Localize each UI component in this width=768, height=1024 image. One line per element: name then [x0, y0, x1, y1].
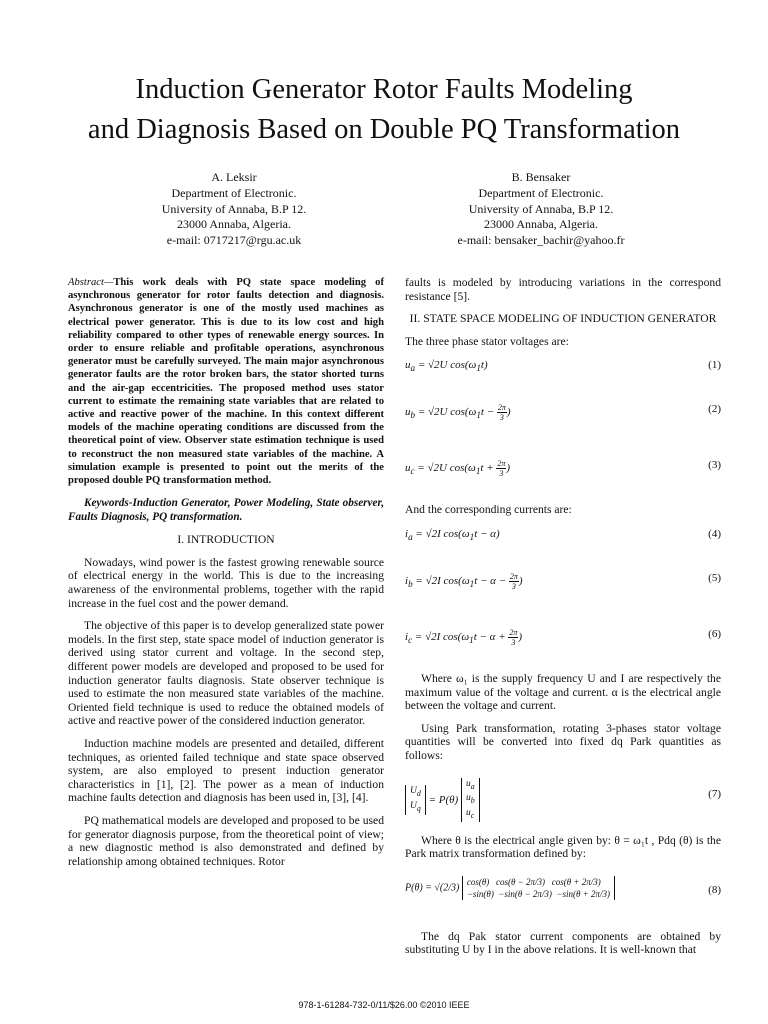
keywords: Keywords-Induction Generator, Power Modeling, State observer, Faults Diagnosis, PQ transformation.: [68, 497, 384, 524]
abstract: [68, 276, 384, 487]
equation-number: (2): [708, 403, 721, 416]
author-univ: University of Annaba, B.P 12.: [161, 201, 307, 216]
equation-number: (4): [708, 527, 721, 540]
paragraph: Where θ is the electrical angle given by: θ = ω₁t , Pdq (θ) is the Park matrix transformation defined by:: [405, 833, 721, 861]
equation-6: [405, 616, 721, 658]
abstract-text: This work deals with PQ state space modeling of asynchronous generator for rotor faults detection and diagnosis. Asynchronous generator is one of the mostly used machines as electrical power generator. This is due to its low cost and high reliability compared to other types of renewable energy sources. In order to ensure reliable and profitable operations, asynchronous generator must be carefully surveyed. The main major asynchronous generator faults are the rotor broken bars, the stator shorted turns and the air-gap eccentricities. The proposed method uses stator current to estimate the remaining state variables that are related to active and reactive power of the machine. In this context different models of the machine operating conditions are discussed from the theoretical point of view. Observer state estimation technique is used to reconstruct the non measured state variables of the machine. A simulation example is presented to point out the merits of the proposed double PQ transformation method.: [68, 277, 384, 487]
equation-5: [405, 560, 721, 602]
title-line-1: Induction Generator Rotor Faults Modeling: [135, 74, 633, 105]
equation-number: (5): [708, 571, 721, 584]
equation-2: [405, 391, 721, 433]
paragraph: The dq Pak stator current components are obtained by substituting U by I in the above relations. It is well-known that: [405, 929, 721, 957]
equation-3: [405, 447, 721, 489]
equation-1: [405, 357, 721, 377]
paper-title: [0, 70, 768, 150]
equation-number: (3): [708, 459, 721, 472]
paragraph: Induction machine models are presented and detailed, different techniques, as oriented failed technique and state space observed system, are also employed to present induction generator characteristics in [1], [2]. The power as a mean of induction machine faults detection and diagnosis has been used in, [3], [4].: [68, 736, 384, 805]
author-dept: Department of Electronic.: [171, 185, 297, 200]
paragraph: Using Park transformation, rotating 3-phases stator voltage quantities will be converted into fixed dq Park quantities as follows:: [405, 721, 721, 762]
equation-number: (8): [708, 883, 721, 896]
paragraph: Nowadays, wind power is the fastest growing renewable source of electrical energy in the world. This is due to the increasing awareness of the environmental problems, together with the rapid increase in the fuel cost and the power demand.: [68, 555, 384, 610]
author-univ: University of Annaba, B.P 12.: [468, 201, 614, 216]
equation-number: (6): [708, 627, 721, 640]
section-heading-state-space: II. STATE SPACE MODELING OF INDUCTION GENERATOR: [409, 312, 717, 326]
abstract-label: Abstract—: [68, 277, 114, 288]
right-column: [405, 276, 721, 966]
equation-7: [405, 772, 721, 820]
left-column: [68, 276, 384, 877]
equation-expression: $i_b = √2I$ $\cos(\omega_1t - \alpha$ − $\frac{2\pi}{3}$ ): [405, 571, 523, 591]
equation-expression: $U_d$ $U_q = P(\theta)$ $u_a$ $u_b$ $u_c$: [405, 778, 480, 823]
equation-expression: P(θ) = √(2/3) cos(θ) cos(θ − 2π/3) cos(θ + 2π/3) −sin(θ) −sin(θ − 2π/3) −sin(θ + 2π/3): [405, 876, 615, 900]
paragraph: PQ mathematical models are developed and proposed to be used for generator diagnosis purpose, from the theoretical point of view; a new diagnostic method is also demonstrated and defined by relationship among obtained techniques. Rotor: [68, 813, 384, 868]
title-line-2: and Diagnosis Based on Double PQ Transformation: [87, 114, 681, 145]
author-city: 23000 Annaba, Algeria.: [484, 217, 598, 232]
equation-number: (7): [708, 787, 721, 800]
equation-expression: $u_c = √2U$ $\cos(\omega_1t$ + $\frac{2\pi}{3}$ ): [405, 459, 511, 479]
paragraph: faults is modeled by introducing variations in the correspond resistance [5].: [405, 276, 721, 303]
paragraph: The objective of this paper is to develop generalized state power models. In the first step, state space model of induction generator is derived using stator current and voltage. In the second step, different power models are developed and proposed to be used for induction generator faults diagnosis. State observer technique is used to estimate the non measured state variables of the machine. Oriented field technique is used to reduce the obtained models of active and reactive power of the considered induction generator.: [68, 619, 384, 728]
equation-number: (1): [708, 359, 721, 372]
section-heading-introduction: I. INTRODUCTION: [177, 533, 275, 547]
equation-expression: $i_c = √2I$ $\cos(\omega_1t - \alpha$ + $\frac{2\pi}{3}$ ): [405, 627, 523, 647]
paragraph: Where ω₁ is the supply frequency U and I are respectively the maximum value of the voltage and current. α is the electrical angle between the voltage and current.: [405, 671, 721, 713]
author-email: e-mail: bensaker_bachir@yahoo.fr: [457, 233, 625, 248]
author-dept: Department of Electronic.: [478, 185, 604, 200]
author-city: 23000 Annaba, Algeria.: [177, 217, 291, 232]
author-block-2: [391, 170, 691, 249]
paragraph: And the corresponding currents are:: [405, 503, 572, 517]
equation-8: [405, 870, 721, 916]
author-email: e-mail: 0717217@rgu.ac.uk: [166, 233, 302, 248]
equation-expression: $i_a = √2I$ $\cos(\omega_1t - \alpha)$: [405, 527, 500, 543]
author-name: B. Bensaker: [511, 170, 571, 184]
author-name: A. Leksir: [211, 170, 257, 184]
equation-expression: $u_b = √2U$ $\cos(\omega_1t$ − $\frac{2\pi}{3}$ ): [405, 403, 511, 423]
author-block-1: [84, 170, 384, 249]
page-footer: 978-1-61284-732-0/11/$26.00 ©2010 IEEE: [298, 1000, 470, 1010]
equation-4: [405, 526, 721, 546]
equation-expression: $u_a = √2U$ $\cos(\omega_1t)$: [405, 359, 488, 374]
paragraph: The three phase stator voltages are:: [405, 334, 569, 348]
